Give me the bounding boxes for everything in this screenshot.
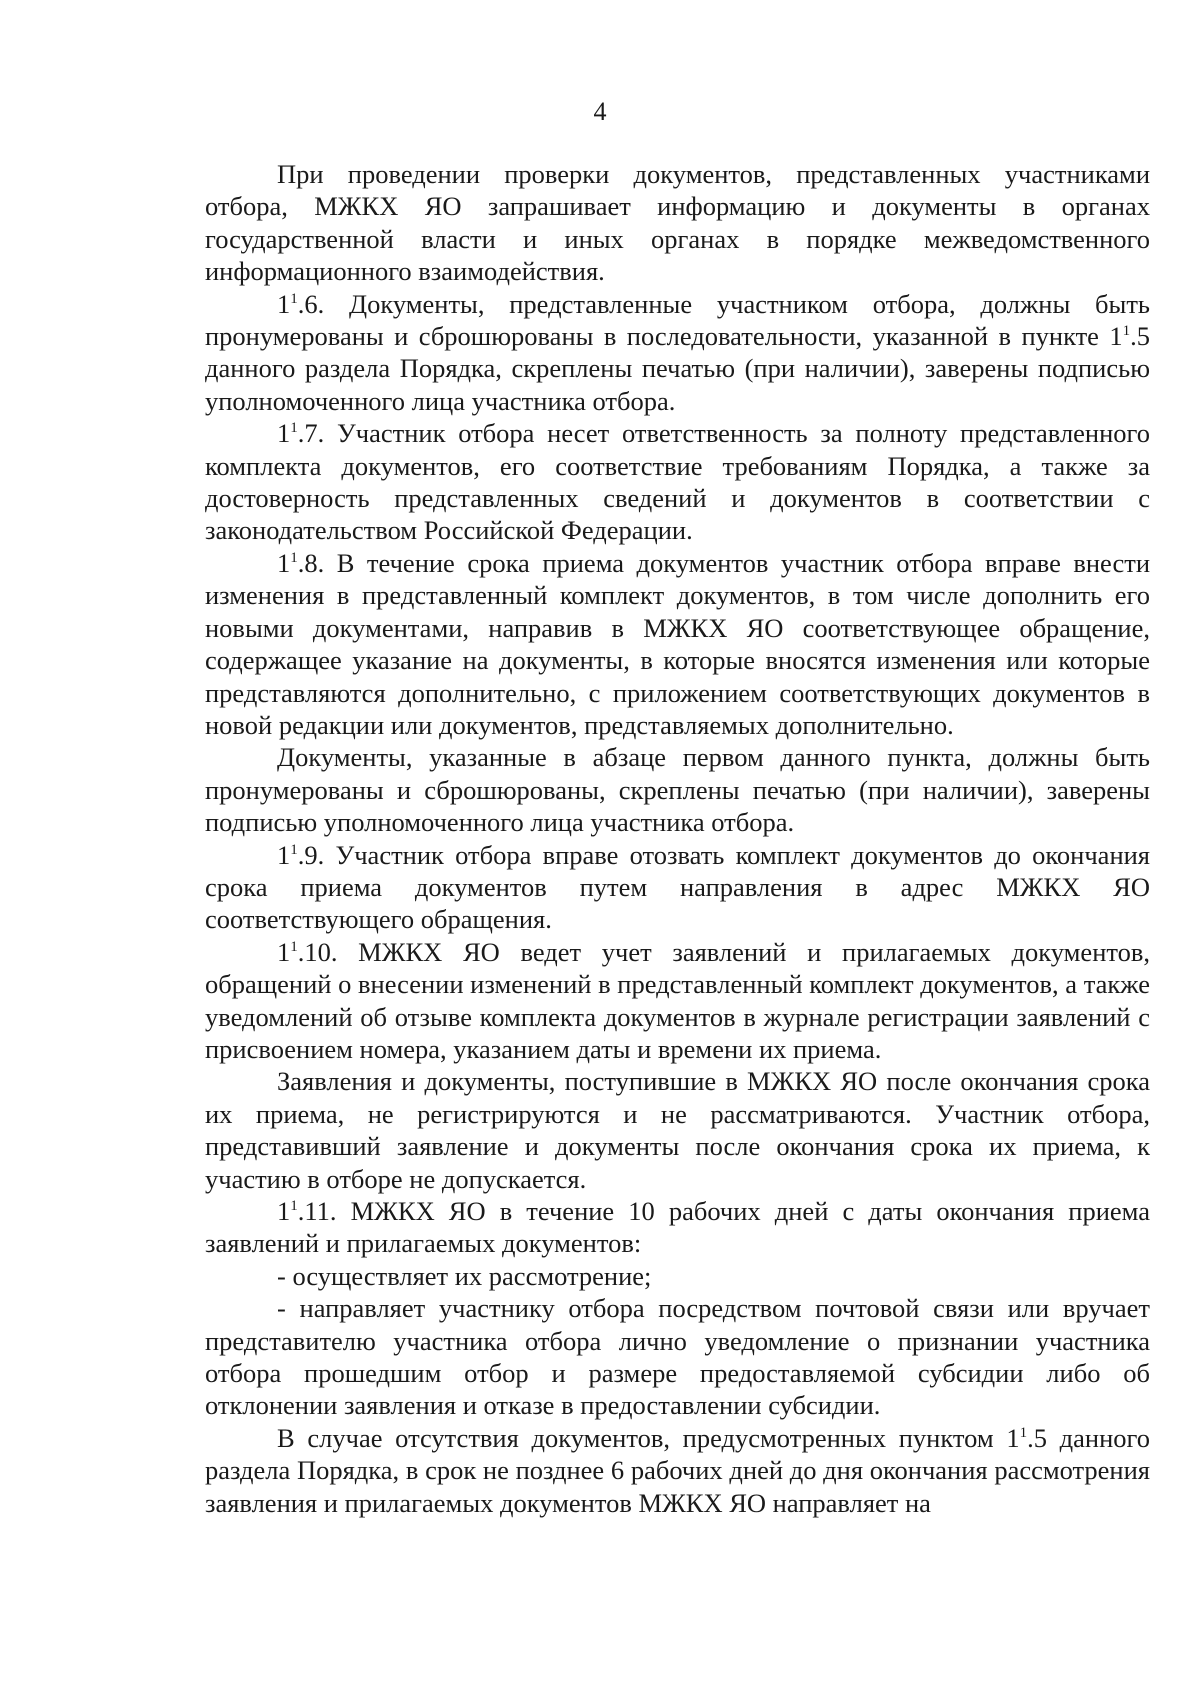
paragraph xyxy=(205,1422,1150,1519)
paragraph xyxy=(205,1195,1150,1260)
paragraph-text: .7. Участник отбора несет ответственность за полноту представленного комплекта документов, его соответствие требованиям Порядка, а также за достоверность представленных сведений и документов в соответствии с законодательством Российской Федерации. xyxy=(205,418,1150,546)
clause-number: 1 xyxy=(277,547,291,578)
clause-number: 1 xyxy=(277,418,291,449)
clause-number: 1 xyxy=(277,288,291,319)
paragraph xyxy=(205,1292,1150,1422)
paragraph-text: .10. МЖКХ ЯО ведет учет заявлений и прилагаемых документов, обращений о внесении изменений в представленный комплект документов, а также уведомлений об отзыве комплекта документов в журнале регистрации заявлений с присвоением номера, указанием даты и времени их приема. xyxy=(205,936,1150,1064)
paragraph xyxy=(205,839,1150,936)
clause-superscript: 1 xyxy=(290,290,298,307)
paragraph-text: Документы, указанные в абзаце первом данного пункта, должны быть пронумерованы и сброшюрованы, скреплены печатью (при наличии), заверены подписью уполномоченного лица участника отбора. xyxy=(205,742,1150,838)
paragraph-text: .9. Участник отбора вправе отозвать комплект документов до окончания срока приема документов путем направления в адрес МЖКХ ЯО соответствующего обращения. xyxy=(205,839,1150,935)
paragraph-text: Заявления и документы, поступившие в МЖКХ ЯО после окончания срока их приема, не регистрируются и не рассматриваются. Участник отбора, представивший заявление и документы после окончания срока их приема, к участию в отборе не допускается. xyxy=(205,1066,1150,1194)
clause-number: 1 xyxy=(277,1196,291,1226)
paragraph xyxy=(205,1260,1150,1292)
paragraph xyxy=(205,936,1150,1066)
paragraph xyxy=(205,417,1150,547)
inline-superscript: 1 xyxy=(1019,1424,1028,1441)
paragraph xyxy=(205,288,1150,418)
clause-number: 1 xyxy=(277,839,291,870)
paragraph xyxy=(205,158,1150,288)
paragraph-text: .8. В течение срока приема документов участник отбора вправе внести изменения в представленный комплект документов, в том числе дополнить его новыми документами, направив в МЖКХ ЯО соответствующее обращение, содержащее указание на документы, в которые вносятся изменения или которые представляются дополнительно, с приложением соответствующих документов в новой редакции или документов, представляемых дополнительно. xyxy=(205,547,1150,740)
clause-superscript: 1 xyxy=(290,938,298,955)
paragraph xyxy=(205,1065,1150,1195)
clause-superscript: 1 xyxy=(290,1198,298,1214)
paragraph-text: - осуществляет их рассмотрение; xyxy=(277,1260,652,1291)
paragraph xyxy=(205,741,1150,838)
paragraph-text: В случае отсутствия документов, предусмотренных пунктом $1^1.5$ данного раздела Порядка, в срок не позднее 6 рабочих дней до дня окончания рассмотрения заявления и прилагаемых документов МЖКХ ЯО направляет на xyxy=(205,1422,1150,1518)
paragraph-text: При проведении проверки документов, представленных участниками отбора, МЖКХ ЯО запрашивает информацию и документы в органах государственной власти и иных органах в порядке межведомственного информационного взаимодействия. xyxy=(205,159,1150,287)
clause-superscript: 1 xyxy=(290,420,298,437)
page-number: 4 xyxy=(593,97,607,126)
paragraph-text: .11. МЖКХ ЯО в течение 10 рабочих дней с даты окончания приема заявлений и прилагаемых документов: xyxy=(205,1196,1150,1259)
inline-superscript: 1 xyxy=(1122,323,1131,340)
clause-number: 1 xyxy=(277,936,291,967)
document-body xyxy=(205,158,1150,1519)
clause-superscript: 1 xyxy=(290,841,298,858)
paragraph-text: - направляет участнику отбора посредством почтовой связи или вручает представителю участника отбора лично уведомление о признании участника отбора прошедшим отбор и размере предоставляемой субсидии либо об отклонении заявления и отказе в предоставлении субсидии. xyxy=(205,1293,1150,1421)
paragraph xyxy=(205,547,1150,741)
paragraph-text: .6. Документы, представленные участником отбора, должны быть пронумерованы и сброшюрованы в последовательности, указанной в пункте $1^1.5$ данного раздела Порядка, скреплены печатью (при наличии), заверены подписью уполномоченного лица участника отбора. xyxy=(205,288,1150,416)
clause-superscript: 1 xyxy=(290,549,298,566)
